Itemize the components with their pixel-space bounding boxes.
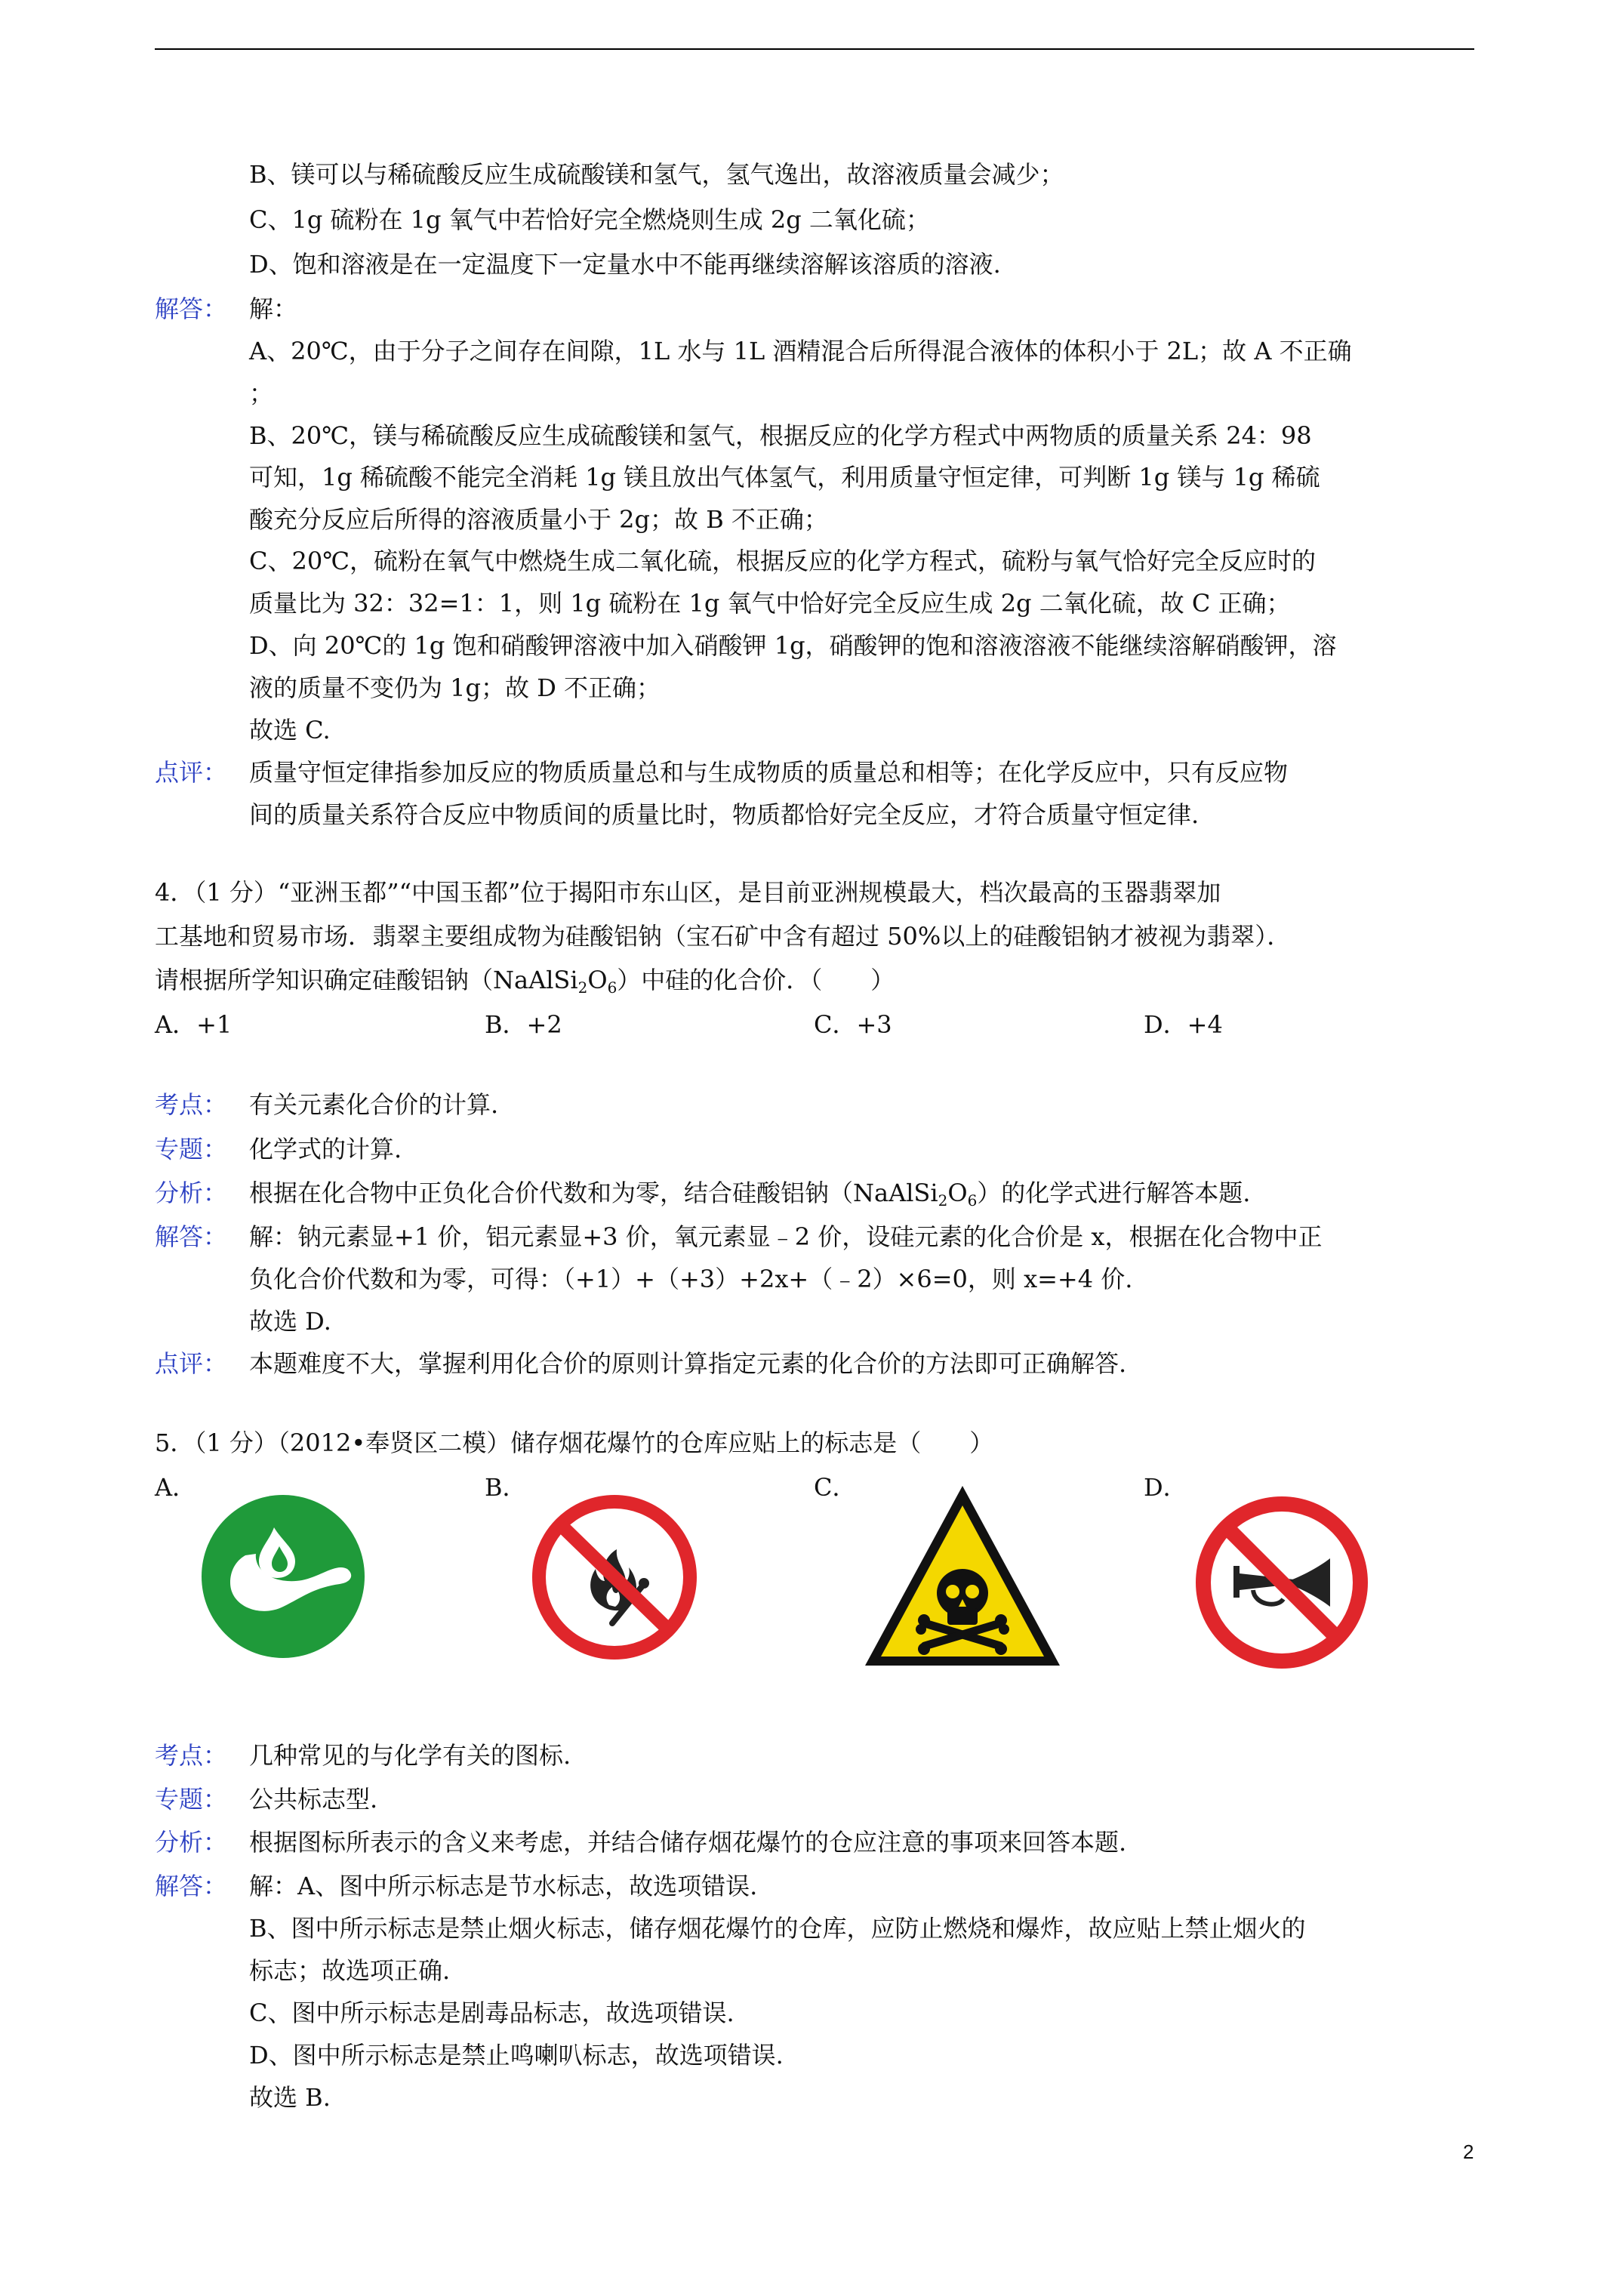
q5-option-a: A． xyxy=(155,1473,197,1502)
q3-answer-line: C、20℃，硫粉在氧气中燃烧生成二氧化硫，根据反应的化学方程式，硫粉与氧气恰好完全反应时的 xyxy=(249,547,1317,575)
q5-zhuanti: 公共标志型. xyxy=(249,1785,378,1814)
q5-kaodian-label: 考点： xyxy=(155,1741,228,1770)
q5-answer-line: B、图中所示标志是禁止烟火标志，储存烟花爆竹的仓库，应防止燃烧和爆炸，故应贴上禁止烟火的 xyxy=(249,1914,1306,1943)
q4-option-b: B．+2 xyxy=(485,1010,562,1039)
q3-comment-line: 质量守恒定律指参加反应的物质质量总和与生成物质的质量总和相等；在化学反应中，只有反应物 xyxy=(249,758,1289,787)
q3-answer-line: D、向 20℃的 1g 饱和硝酸钾溶液中加入硝酸钾 1g，硝酸钾的饱和溶液溶液不能继续溶解硝酸钾，溶 xyxy=(249,631,1337,660)
q4-fenxi-label: 分析： xyxy=(155,1179,228,1207)
no-fire-sign-icon xyxy=(531,1493,698,1661)
q5-answer-line: D、图中所示标志是禁止鸣喇叭标志，故选项错误. xyxy=(249,2041,784,2069)
q3-answer-label: 解答： xyxy=(155,294,228,323)
q3-answer-line: 解： xyxy=(249,294,298,323)
q4-zhuanti: 化学式的计算. xyxy=(249,1135,402,1163)
q5-answer-line: 解：A、图中所示标志是节水标志，故选项错误. xyxy=(249,1872,758,1900)
q5-option-b: B． xyxy=(485,1473,527,1502)
q4-answer-line: 解：钠元素显+1 价，铝元素显+3 价，氧元素显﹣2 价，设硅元素的化合价是 x，根据在化合物中正 xyxy=(249,1222,1323,1251)
q4-fenxi: 根据在化合物中正负化合价代数和为零，结合硅酸铝钠$(NaAlSi_2O_6)$的化学式进行解答本题. xyxy=(249,1179,1251,1210)
q4-option-c: C．+3 xyxy=(814,1010,892,1039)
no-horn-sign-icon xyxy=(1194,1495,1369,1670)
q3-option-d: D、饱和溶液是在一定温度下一定量水中不能再继续溶解该溶质的溶液. xyxy=(249,250,1001,279)
q4-answer-line: 故选 D. xyxy=(249,1307,331,1336)
q4-answer-line: 负化合价代数和为零，可得：（+1）+（+3）+2x+（﹣2）×6=0，则 x=+4 价. xyxy=(249,1265,1133,1293)
q5-answer-label: 解答： xyxy=(155,1872,228,1900)
q4-kaodian-label: 考点： xyxy=(155,1090,228,1119)
q4-stem-line: 4．（1 分）“亚洲玉都”“中国玉都”位于揭阳市东山区，是目前亚洲规模最大，档次最高的玉器翡翠加 xyxy=(155,878,1221,907)
q5-answer-line: 标志；故选项正确. xyxy=(249,1956,451,1985)
toxic-sign-icon xyxy=(861,1480,1064,1672)
q5-option-c: C． xyxy=(814,1473,857,1502)
q3-option-b: B、镁可以与稀硫酸反应生成硫酸镁和氢气，氢气逸出，故溶液质量会减少； xyxy=(249,160,1064,189)
q5-answer-line: 故选 B. xyxy=(249,2083,331,2112)
q3-comment-line: 间的质量关系符合反应中物质间的质量比时，物质都恰好完全反应，才符合质量守恒定律. xyxy=(249,800,1200,829)
q3-answer-line: 故选 C. xyxy=(249,716,331,744)
q4-kaodian: 有关元素化合价的计算. xyxy=(249,1090,499,1119)
q5-fenxi: 根据图标所表示的含义来考虑，并结合储存烟花爆竹的仓应注意的事项来回答本题. xyxy=(249,1828,1127,1857)
q4-stem-line: 工基地和贸易市场．翡翠主要组成物为硅酸铝钠（宝石矿中含有超过 50%以上的硅酸铝钠才被视为翡翠）． xyxy=(155,922,1292,951)
q5-stem: 5．（1 分）（2012•奉贤区二模）储存烟花爆竹的仓库应贴上的标志是（ ） xyxy=(155,1428,994,1457)
q3-answer-line: 可知，1g 稀硫酸不能完全消耗 1g 镁且放出气体氢气，利用质量守恒定律，可判断 1g 镁与 1g 稀硫 xyxy=(249,463,1320,492)
q3-answer-line: A、20℃，由于分子之间存在间隙，1L 水与 1L 酒精混合后所得混合液体的体积小于 2L；故 A 不正确 xyxy=(249,337,1352,365)
header-rule xyxy=(155,48,1474,50)
q4-stem-line: 请根据所学知识确定硅酸铝钠$(NaAlSi_2O_6)$中硅的化合价．（ ） xyxy=(155,966,895,997)
q3-answer-line: 质量比为 32：32=1：1，则 1g 硫粉在 1g 氧气中恰好完全反应生成 2g 二氧化硫，故 C 正确； xyxy=(249,589,1291,618)
q3-answer-line: B、20℃，镁与稀硫酸反应生成硫酸镁和氢气，根据反应的化学方程式中两物质的质量关系 24：98 xyxy=(249,421,1312,450)
q5-kaodian: 几种常见的与化学有关的图标. xyxy=(249,1741,571,1770)
q5-answer-line: C、图中所示标志是剧毒品标志，故选项错误. xyxy=(249,1999,735,2027)
water-saving-sign-icon xyxy=(200,1493,366,1660)
q3-comment-label: 点评： xyxy=(155,758,228,787)
q5-fenxi-label: 分析： xyxy=(155,1828,228,1857)
page-number: 2 xyxy=(1463,2140,1474,2163)
q4-option-a: A．+1 xyxy=(155,1010,233,1039)
q4-answer-label: 解答： xyxy=(155,1222,228,1251)
q5-option-d: D． xyxy=(1144,1473,1187,1502)
q3-answer-line: 液的质量不变仍为 1g；故 D 不正确； xyxy=(249,673,661,702)
q4-comment-label: 点评： xyxy=(155,1349,228,1378)
q4-option-d: D．+4 xyxy=(1144,1010,1223,1039)
q3-answer-line: 酸充分反应后所得的溶液质量小于 2g；故 B 不正确； xyxy=(249,505,828,534)
q3-option-c: C、1g 硫粉在 1g 氧气中若恰好完全燃烧则生成 2g 二氧化硫； xyxy=(249,205,930,234)
q4-zhuanti-label: 专题： xyxy=(155,1135,228,1163)
q5-zhuanti-label: 专题： xyxy=(155,1785,228,1814)
q4-comment: 本题难度不大，掌握利用化合价的原则计算指定元素的化合价的方法即可正确解答. xyxy=(249,1349,1127,1378)
q3-answer-line: ； xyxy=(249,379,274,408)
